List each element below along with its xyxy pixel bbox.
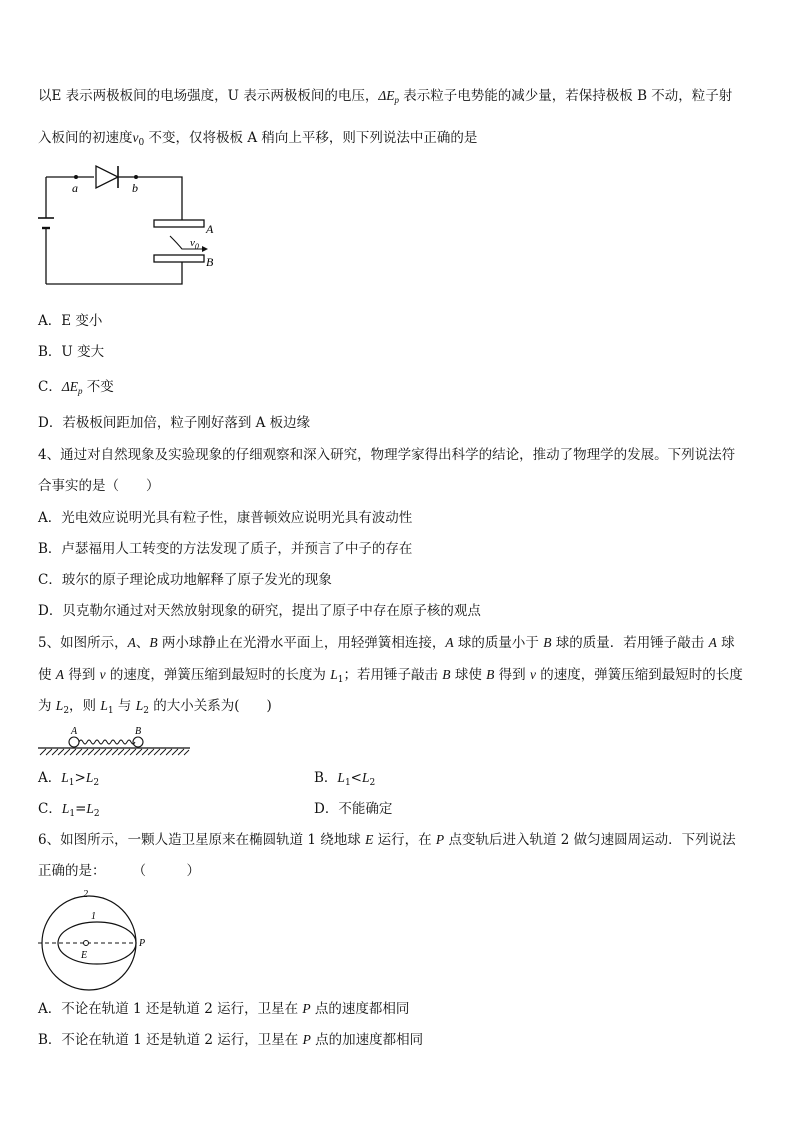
inline-text: C．	[38, 801, 62, 817]
inline-text: 球的质量．若用锤子敲击	[551, 635, 709, 651]
q3-option-d: D．若极板间距加倍，粒子刚好落到 A 板边缘	[38, 415, 311, 431]
q5-stem-line3	[38, 697, 272, 720]
plate-b	[154, 255, 204, 262]
inline-text: 1	[69, 809, 76, 819]
inline-text: A	[55, 667, 65, 682]
inline-text: B	[543, 635, 552, 650]
inline-text: 1	[107, 706, 114, 716]
delta-ep-symbol: ΔE	[378, 88, 395, 103]
q4-stem-line1: 4、通过对自然现象及实验现象的仔细观察和深入研究，物理学家得出科学的结论，推动了物理学的发展。下列说法符	[38, 447, 736, 463]
velocity-arrowhead	[202, 246, 208, 252]
q6-option-b	[38, 1031, 423, 1049]
diode-triangle	[96, 166, 118, 188]
q5-option-c	[38, 800, 100, 823]
label-p: P	[139, 938, 146, 949]
inline-text: 2	[143, 706, 149, 716]
inline-text: 使	[38, 667, 56, 683]
inline-text: P	[435, 832, 445, 847]
terminal-b	[134, 175, 138, 179]
inline-text: 2	[369, 778, 376, 788]
q4-option-d: D．贝克勒尔通过对天然放射现象的研究，提出了原子中存在原子核的观点	[38, 603, 481, 619]
plate-a	[154, 220, 204, 227]
label-ball-a: A	[71, 726, 78, 737]
inline-text: 得到	[494, 667, 530, 683]
inline-text: 运行，在	[373, 832, 436, 848]
inline-text: 的速度，弹簧压缩到最短时的长度为	[105, 667, 331, 683]
inline-text: 点变轨后进入轨道 2 做匀速圆周运动．下列说法	[444, 832, 736, 848]
inline-text: 2	[63, 706, 70, 716]
inline-text: 球使	[450, 667, 487, 683]
label-v: v	[190, 237, 195, 249]
q6-stem-line1	[38, 831, 736, 849]
inline-text: 的速度，弹簧压缩到最短时的长度	[535, 667, 743, 683]
q3-stem-text: 以E 表示两极板间的电场强度，U 表示两极板间的电压，	[38, 88, 379, 104]
earth-e	[84, 941, 89, 946]
inline-text: L	[337, 770, 345, 785]
inline-text: B	[442, 667, 451, 682]
q5-option-d: D．不能确定	[314, 801, 393, 817]
inline-text: 的大小关系为( )	[148, 698, 272, 714]
q3-stem-line2	[38, 129, 477, 152]
inline-text: 得到	[64, 667, 100, 683]
ground-hatching	[40, 749, 189, 755]
inline-text: B	[149, 635, 158, 650]
q5-option-b	[314, 769, 375, 792]
inline-text: 为	[38, 698, 56, 714]
inline-text: 球的质量小于	[453, 635, 544, 651]
delta-ep-symbol: ΔE	[61, 379, 79, 394]
inline-text: P	[302, 1032, 311, 1047]
inline-text: A．不论在轨道 1 还是轨道 2 运行，卫星在	[38, 1001, 303, 1017]
inline-text: E	[365, 832, 374, 847]
q4-stem-line2: 合事实的是（ ）	[38, 478, 160, 494]
inline-text: 与	[113, 698, 136, 714]
q3-stem-text: 入板间的初速度	[38, 130, 133, 146]
label-ball-b: B	[135, 726, 142, 737]
inline-text: >	[74, 770, 86, 786]
label-plate-a: A	[206, 222, 214, 236]
v0-symbol: v	[132, 130, 139, 145]
inline-text: A	[127, 635, 136, 650]
q6-stem-line2: 正确的是： （ ）	[38, 863, 200, 879]
q6-option-a	[38, 1000, 409, 1018]
v0-subscript: 0	[138, 138, 145, 148]
inline-text: 点的速度都相同	[310, 1001, 410, 1017]
circuit-diagram	[36, 160, 236, 290]
ep-subscript: p	[78, 386, 83, 396]
q5-stem-line2	[38, 666, 743, 689]
inline-text: 两小球静止在光滑水平面上，用轻弹簧相连接，	[157, 635, 446, 651]
option-text: 不变	[82, 379, 114, 395]
inline-text: 6、如图所示，一颗人造卫星原来在椭圆轨道 1 绕地球	[38, 832, 366, 848]
inline-text: P	[302, 1001, 311, 1016]
spring-balls-diagram	[36, 724, 196, 758]
inline-text: 1	[68, 778, 75, 788]
inline-text: v	[99, 667, 106, 682]
inline-text: 1	[344, 778, 351, 788]
q4-option-c: C．玻尔的原子理论成功地解释了原子发光的现象	[38, 572, 332, 588]
spring	[79, 740, 135, 744]
label-a: a	[72, 181, 78, 195]
q3-stem-text: 不变，仅将极板 A 稍向上平移，则下列说法中正确的是	[144, 130, 478, 146]
terminal-a	[74, 175, 78, 179]
label-e: E	[81, 950, 88, 961]
inline-text: 球	[716, 635, 735, 651]
ball-a	[69, 737, 79, 747]
inline-text: L	[85, 770, 94, 785]
label-b: b	[132, 181, 138, 195]
svg-text:v0	[190, 237, 199, 251]
inline-text: v	[529, 667, 536, 682]
q4-option-b: B．卢瑟福用人工转变的方法发现了质子，并预言了中子的存在	[38, 541, 413, 557]
inline-text: ；若用锤子敲击	[343, 667, 443, 683]
q5-option-a	[38, 769, 99, 792]
label-v-sub: 0	[194, 242, 199, 251]
inline-text: 2	[93, 778, 100, 788]
label-orbit-2: 2	[83, 889, 88, 900]
q5-stem-line1	[38, 634, 735, 652]
inline-text: ，则	[69, 698, 101, 714]
inline-text: L	[135, 698, 144, 713]
inline-text: L	[61, 801, 70, 816]
inline-text: A	[708, 635, 717, 650]
inline-text: 1	[337, 675, 344, 685]
inline-text: 、	[135, 635, 150, 651]
inline-text: L	[100, 698, 108, 713]
q3-option-a: A．E 变小	[38, 313, 103, 329]
inline-text: B	[486, 667, 495, 682]
inline-text: L	[55, 698, 64, 713]
inline-text: <	[350, 770, 362, 786]
inline-text: L	[61, 770, 69, 785]
inline-text: B．不论在轨道 1 还是轨道 2 运行，卫星在	[38, 1032, 303, 1048]
inline-text: B．	[314, 770, 338, 786]
inline-text: A．	[38, 770, 62, 786]
inline-text: L	[361, 770, 370, 785]
inline-text: A	[445, 635, 454, 650]
q4-option-a: A．光电效应说明光具有粒子性，康普顿效应说明光具有波动性	[38, 510, 413, 526]
ep-subscript: p	[394, 95, 399, 105]
inline-text: 点的加速度都相同	[310, 1032, 424, 1048]
q3-stem-text: 表示粒子电势能的减少量，若保持极板 B 不动，粒子射	[399, 88, 733, 104]
label-plate-b: B	[206, 255, 214, 269]
inline-text: L	[86, 801, 94, 816]
option-prefix: C．	[38, 379, 62, 395]
q3-option-b: B．U 变大	[38, 344, 105, 360]
q3-stem-line1	[38, 87, 732, 109]
inline-text: =	[75, 801, 87, 817]
inline-text: 5、如图所示，	[38, 635, 128, 651]
inline-text: 2	[93, 809, 100, 819]
q3-option-c	[38, 378, 114, 400]
label-orbit-1: 1	[91, 911, 96, 922]
orbit-diagram	[36, 886, 156, 994]
inline-text: L	[330, 667, 338, 682]
